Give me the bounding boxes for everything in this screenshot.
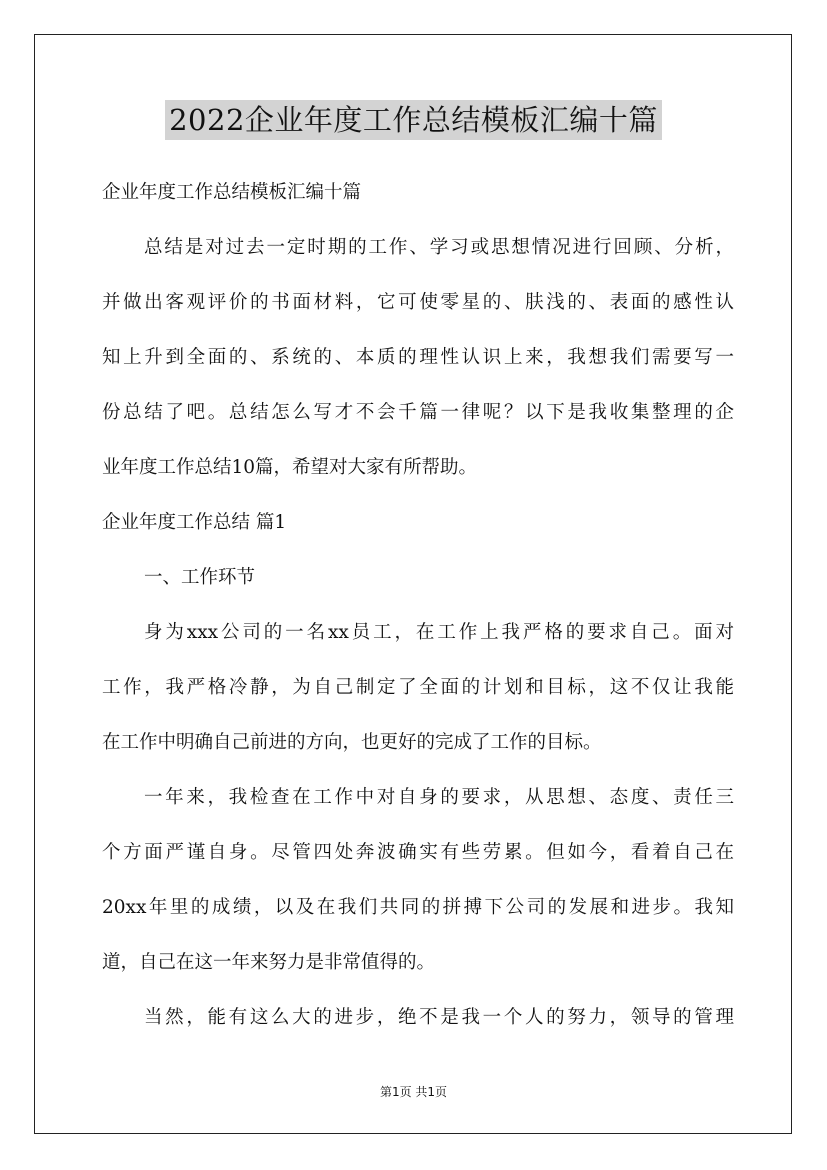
paragraph-line: 当然，能有这么大的进步，绝不是我一个人的努力，领导的管理 [144,1007,734,1028]
spacer [102,817,734,834]
spacer [102,212,734,229]
spacer [102,432,734,449]
document-body [102,174,734,1037]
spacer [102,377,734,394]
paragraph-line: 业年度工作总结10篇，希望对大家有所帮助。 [102,457,478,478]
spacer [102,872,734,889]
paragraph-line: 20xx年里的成绩，以及在我们共同的拼搏下公司的发展和进步。我知 [102,897,734,918]
spacer [102,762,734,779]
section-heading: 企业年度工作总结 篇1 [102,512,287,533]
paragraph-line: 道，自己在这一年来努力是非常值得的。 [102,952,436,973]
spacer [102,982,734,999]
paragraph-line: 总结是对过去一定时期的工作、学习或思想情况进行回顾、分析， [144,237,734,258]
paragraph-line: 一年来，我检查在工作中对自身的要求，从思想、态度、责任三 [144,787,734,808]
document-subtitle: 企业年度工作总结模板汇编十篇 [102,182,362,203]
paragraph-line: 知上升到全面的、系统的、本质的理性认识上来，我想我们需要写一 [102,347,734,368]
spacer [102,487,734,504]
spacer [102,267,734,284]
spacer [102,927,734,944]
paragraph-line: 份总结了吧。总结怎么写才不会千篇一律呢？以下是我收集整理的企 [102,402,734,423]
page-footer: 第1页 共1页 [379,1085,448,1099]
spacer [102,597,734,614]
paragraph-line: 并做出客观评价的书面材料，它可使零星的、肤浅的、表面的感性认 [102,292,734,313]
paragraph-line: 个方面严谨自身。尽管四处奔波确实有些劳累。但如今，看着自己在 [102,842,734,863]
spacer [102,322,734,339]
spacer [102,542,734,559]
document-title: 2022企业年度工作总结模板汇编十篇 [165,100,662,140]
spacer [102,707,734,724]
title-container [0,100,827,140]
spacer [102,652,734,669]
paragraph-line: 在工作中明确自己前进的方向，也更好的完成了工作的目标。 [102,732,602,753]
paragraph-line: 身为xxx公司的一名xx员工，在工作上我严格的要求自己。面对 [144,622,734,643]
subheading: 一、工作环节 [144,567,256,588]
paragraph-line: 工作，我严格冷静，为自己制定了全面的计划和目标，这不仅让我能 [102,677,734,698]
